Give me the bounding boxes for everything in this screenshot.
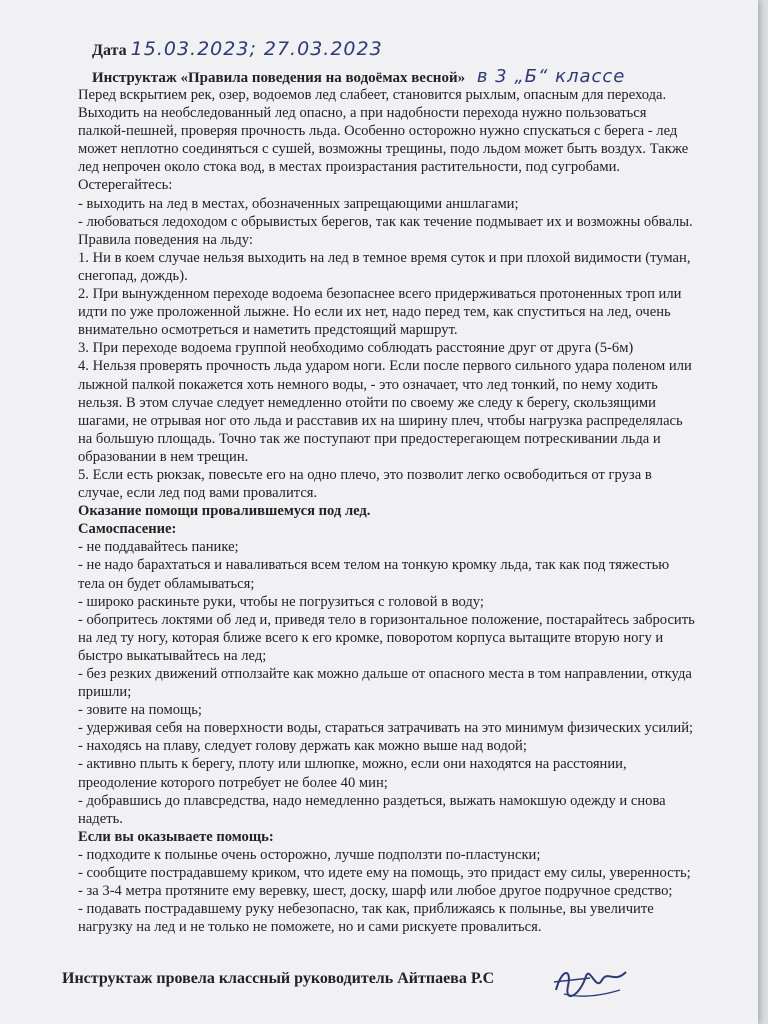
instruction-body bbox=[78, 86, 750, 936]
text-line: 1. Ни в коем случае нельзя выходить на лед в темное время суток и при плохой видимости (туман, bbox=[78, 249, 691, 266]
text-line: - удерживая себя на поверхности воды, стараться затрачивать на это минимум физических усилий; bbox=[78, 720, 694, 737]
text-line: Перед вскрытием рек, озер, водоемов лед слабеет, становится рыхлым, опасным для перехода. bbox=[78, 87, 667, 103]
text-line: Остерегайтесь: bbox=[78, 177, 173, 194]
text-line: - выходить на лед в местах, обозначенных запрещающими аншлагами; bbox=[78, 195, 519, 212]
text-line: 5. Если есть рюкзак, повесьте его на одно плечо, это позволит легко освободиться от груза в bbox=[78, 466, 652, 483]
text-line: идти по уже проложенной лыжне. Но если их нет, надо перед тем, как спуститься на лед, очень bbox=[78, 304, 671, 321]
text-line: Правила поведения на льду: bbox=[78, 231, 253, 248]
text-line: - добравшись до плавсредства, надо немедленно раздеться, выжать намокшую одежду и снова bbox=[78, 792, 666, 809]
text-line: - за 3-4 метра протяните ему веревку, шест, доску, шарф или любое другое подручное средство; bbox=[78, 883, 673, 900]
text-line: лыжной палкой покажется хоть немного воды, - это означает, что лед тонкий, по нему ходить bbox=[78, 376, 658, 393]
text-line: - подавать пострадавшему руку небезопасно, так как, приближаясь к полынье, вы увеличите bbox=[78, 901, 654, 918]
signature-text: Инструктаж провела классный руководитель Айтпаева Р.С bbox=[62, 970, 495, 987]
text-line: - любоваться ледоходом с обрывистых берегов, так как течение подмывает их и возможны обвалы. bbox=[78, 213, 693, 230]
text-line: - широко раскиньте руки, чтобы не погрузиться с головой в воду; bbox=[78, 593, 484, 610]
text-line: надеть. bbox=[78, 810, 123, 827]
text-line: на большую площадь. Точно так же поступают при предостерегающем потрескивании льда и bbox=[78, 430, 661, 447]
text-line: - не надо барахтаться и наваливаться всем телом на тонкую кромку льда, так как под тяжестью bbox=[78, 557, 670, 574]
text-line: - сообщите пострадавшему криком, что идете ему на помощь, это придаст ему силы, уверенность; bbox=[78, 865, 691, 882]
text-line: 2. При вынужденном переходе водоема безопаснее всего придерживаться протоненных троп или bbox=[78, 286, 682, 303]
text-line: быстро выкатывайтесь на лед; bbox=[78, 647, 267, 664]
text-line: образовании в нем трещин. bbox=[78, 448, 249, 465]
section-heading: Оказание помощи провалившемуся под лед. bbox=[78, 503, 371, 520]
text-line: Выходить на необследованный лед опасно, а при надобности перехода нужно пользоваться bbox=[78, 105, 647, 122]
text-line: лед непрочен около стока вод, в местах произрастания растительности, под сугробами. bbox=[78, 159, 621, 176]
text-line: - без резких движений отползайте как можно дальше от опасного места в том направлении, откуда bbox=[78, 666, 692, 682]
text-line: 3. При переходе водоема группой необходимо соблюдать расстояние друг от друга (5-6м) bbox=[78, 340, 634, 357]
text-line: может неплотно соединяться с сушей, возможны трещины, подо льдом может быть воздух. Также bbox=[78, 141, 689, 158]
section-heading: Если вы оказываете помощь: bbox=[78, 828, 274, 845]
signature-mark bbox=[550, 962, 630, 1002]
text-line: шагами, не отрывая ног ото льда и расставив их на ширину плеч, чтобы нагрузка распределялась bbox=[78, 412, 683, 429]
text-line: - подходите к полынье очень осторожно, лучше подползти по-пластунски; bbox=[78, 846, 541, 863]
signature-line bbox=[62, 970, 494, 988]
text-line: - находясь на плаву, следует голову держать как можно выше над водой; bbox=[78, 738, 527, 755]
text-line: нельзя. В этом случае следует немедленно отойти по своему же следу к берегу, скользящими bbox=[78, 394, 656, 411]
text-line: преодоление которого потребует не более 40 мин; bbox=[78, 774, 388, 791]
text-line: внимательно осмотреться и наметить предстоящий маршрут. bbox=[78, 322, 458, 339]
text-line: нагрузку на лед и не только не поможете, но и сами рискуете провалиться. bbox=[78, 919, 542, 936]
date-label: Дата bbox=[92, 42, 127, 59]
text-line: пришли; bbox=[78, 684, 132, 701]
text-line: тела он будет обламываться; bbox=[78, 575, 255, 592]
text-line: - не поддавайтесь панике; bbox=[78, 539, 239, 556]
text-line: на лед ту ногу, которая ближе всего к его кромке, поворотом корпуса вытащите вторую ногу и bbox=[78, 629, 664, 646]
text-line: палкой-пешней, проверяя прочность льда. Особенно осторожно нужно спускаться с берега - лед bbox=[78, 123, 678, 140]
document-title: Инструктаж «Правила поведения на водоёмах весной» bbox=[92, 70, 466, 86]
date-row bbox=[92, 38, 383, 60]
date-value: 15.03.2023; 27.03.2023 bbox=[130, 38, 383, 60]
document-title-row bbox=[92, 66, 625, 87]
text-line: снегопад, дождь). bbox=[78, 267, 188, 284]
text-line: случае, если лед под вами провалится. bbox=[78, 485, 318, 502]
text-line: - зовите на помощь; bbox=[78, 702, 202, 719]
text-line: 4. Нельзя проверять прочность льда ударом ноги. Если после первого сильного удара поленом или bbox=[78, 358, 692, 375]
text-line: - активно плыть к берегу, плоту или шлюпке, можно, если они находятся на расстоянии, bbox=[78, 756, 627, 773]
class-note: в 3 „Б“ классе bbox=[476, 66, 626, 87]
section-heading: Самоспасение: bbox=[78, 521, 177, 538]
text-line: - обопритесь локтями об лед и, приведя тело в горизонтальное положение, постарайтесь забросить bbox=[78, 611, 695, 628]
